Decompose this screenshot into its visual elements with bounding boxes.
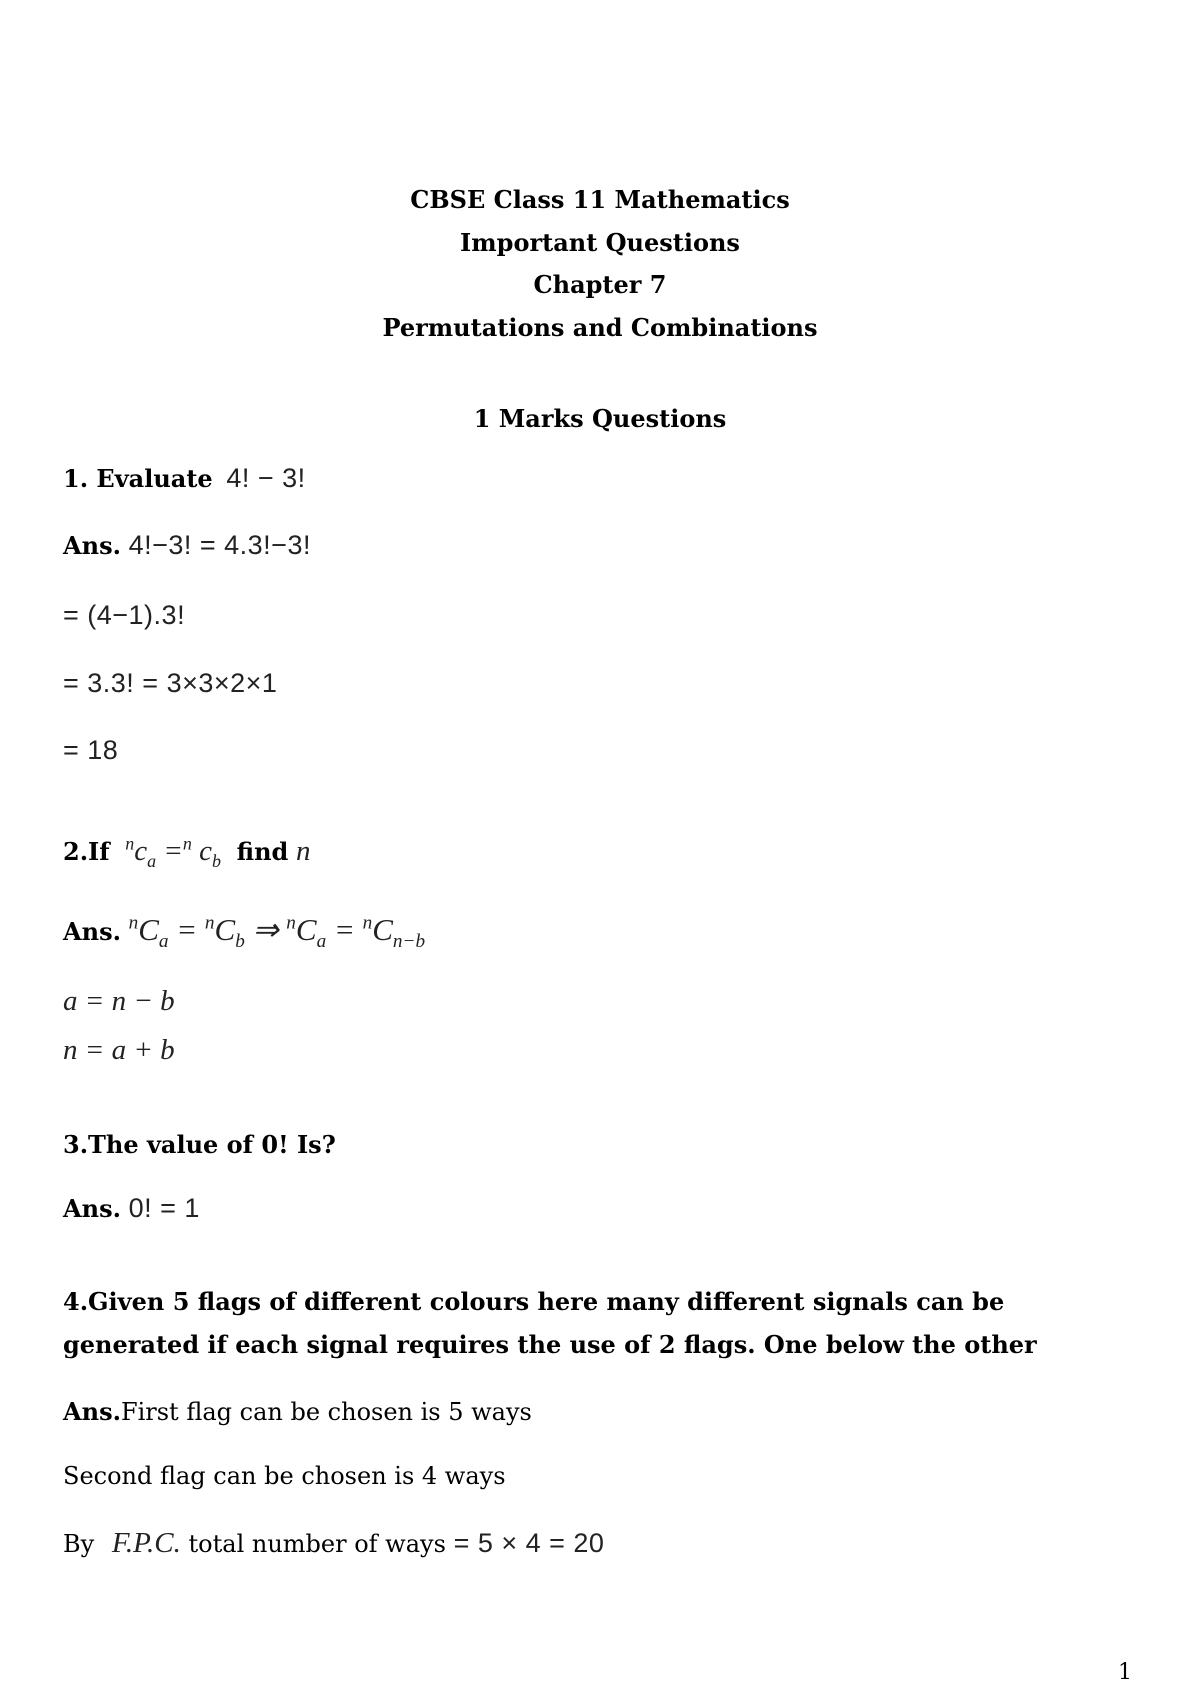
section-heading: 1 Marks Questions — [473, 404, 727, 433]
answer-4-by: By — [63, 1530, 95, 1558]
question-2-equation: $^nc_a =^n$ $c_b$ — [125, 833, 222, 871]
answer-4-line-1: First flag can be chosen is 5 ways — [120, 1398, 532, 1426]
doc-title: CBSE Class 11 Mathematics — [410, 185, 790, 214]
chapter-title: Permutations and Combinations — [382, 313, 818, 342]
answer-4-line-2: Second flag can be chosen is 4 ways — [63, 1462, 506, 1490]
answer-1-line-3: = 3.3! = 3×3×2×1 — [63, 668, 278, 698]
answer-3-expression: 0! = 1 — [128, 1193, 200, 1223]
answer-1-line-2: = (4−1).3! — [63, 600, 186, 630]
answer-4-total-expression: = 5 × 4 = 20 — [453, 1528, 605, 1558]
question-1-expression: 4! − 3! — [226, 463, 306, 493]
question-2-find: find — [236, 837, 289, 866]
answer-4-fpc: F.P.C. — [111, 1527, 181, 1559]
answer-1 — [63, 530, 311, 561]
answer-2 — [63, 912, 426, 953]
question-2-variable: n — [295, 835, 311, 867]
answer-4-label: Ans. — [63, 1397, 121, 1426]
question-3: 3.The value of 0! Is? — [63, 1130, 336, 1159]
answer-3-label: Ans. — [63, 1194, 121, 1223]
question-1-label: 1. Evaluate — [63, 464, 213, 493]
answer-1-line-4: = 18 — [63, 735, 119, 765]
question-1 — [63, 463, 306, 494]
doc-subtitle: Important Questions — [460, 228, 740, 257]
page-number: 1 — [1118, 1660, 1132, 1685]
answer-1-label: Ans. — [63, 531, 121, 560]
answer-4-total-text: total number of ways — [188, 1530, 446, 1558]
answer-4 — [63, 1397, 532, 1426]
answer-1-line-1: 4!−3! = 4.3!−3! — [128, 530, 311, 560]
answer-2-label: Ans. — [63, 917, 121, 946]
answer-2-equation: $^nC_a = ^nC_b$ ⇒ $^nC_a = ^nC_{n-b}$ — [128, 912, 426, 953]
question-2 — [63, 833, 311, 871]
answer-3 — [63, 1193, 200, 1224]
chapter-label: Chapter 7 — [533, 270, 667, 299]
answer-2-line-2: a = n − b — [63, 985, 175, 1017]
answer-2-line-3: n = a + b — [63, 1034, 175, 1066]
question-2-label: 2.If — [63, 837, 110, 866]
answer-4-line-3 — [63, 1527, 604, 1560]
question-4: 4.Given 5 flags of different colours here many different signals can be generated if each signal requires the use of 2 flags. One below the other — [63, 1287, 1037, 1359]
